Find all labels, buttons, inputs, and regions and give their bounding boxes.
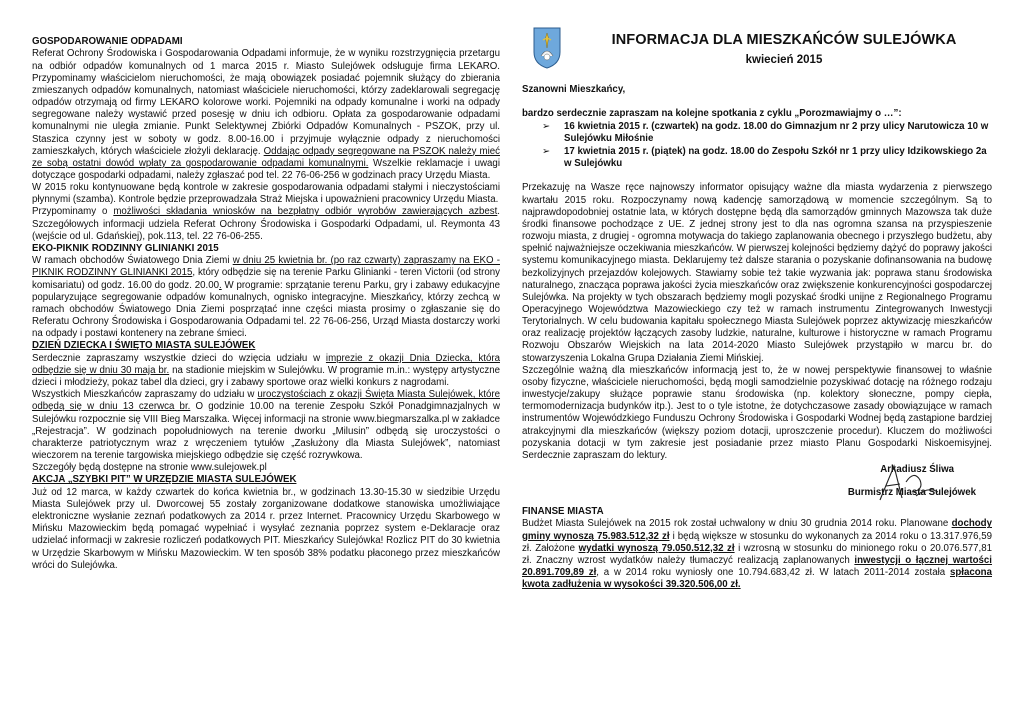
section-title-finance: FINANSE MIASTA: [522, 506, 604, 518]
section-title-szybki-pit: AKCJA „SZYBKI PIT” W URZĘDZIE MIASTA SULEJÓWEK: [32, 474, 297, 486]
signature-role: Burmistrz Miasta Sulejówek: [847, 487, 976, 499]
left-column: [32, 36, 500, 572]
waste-paragraph-1: Referat Ochrony Środowiska i Gospodarowania Odpadami informuje, że w wyniku rozstrzygnięcia przetargu na odbiór odpadów komunalnych od 1 marca 2015 r. Miasto Sulejówek odsługuje firma LEKARO. Przypominamy właścicielom nieruchomości, że mają obowiązek posiadać pojemnik służący do zbierania zmieszanych odpadów komunalnych, natomiast właściciele nieruchomości, którzy zadeklarowali segregację odpadów otrzymają od firmy LEKARO kolorowe worki. Pojemniki na odpady komunalne i worki na odpady segregowane należy wystawić przed posesję w dniu ich odbioru. Opłata za gospodarowanie odpadami komunalnymi nie uległa zmianie. Punkt Selektywnej Zbiórki Odpadów Komunalnych - PSZOK, przy ul. Staszica czynny jest w soboty w godz. 8.00-16.00 i przyjmuje wyłącznie odpady z nieruchomości zamieszkałych, których właściciele złożyli deklarację. Oddając odpady segregowane na PSZOK należy mieć ze sobą ostatni dowód wpłaty za gospodarowanie odpadami komunalnymi. Wszelkie reklamacje i uwagi dotyczące gospodarki odpadami, należy zgłaszać pod tel. 22 76-06-256 w godzinach pracy Urzędu Miasta.: [32, 48, 500, 181]
section-title-waste: GOSPODAROWANIE ODPADAMI: [32, 36, 183, 47]
arrow-bullet-icon: ➢: [542, 120, 551, 132]
waste-paragraph-2: W 2015 roku kontynuowane będą kontrole w zakresie gospodarowania odpadami stałymi i nieczystościami płynnymi (szamba). Kontrole będzie przeprowadzała Straż Miejska i upoważnieni pracownicy Urzędu Miasta.: [32, 182, 500, 206]
waste-paragraph-3: Przypominamy o możliwości składania wniosków na bezpłatny odbiór wyrobów zawierających azbest. Szczegółowych informacji udziela Referat Ochrony Środowiska i Gospodarki Odpadami, ul. Reymonta 43 (wejście od ul. Gdańskiej), pok.113, tel. 22 76-06-255.: [32, 206, 500, 242]
signature-block: [522, 462, 992, 506]
eko-piknik-paragraph: W ramach obchodów Światowego Dnia Ziemi w dniu 25 kwietnia br. (po raz czwarty) zapraszamy na EKO -PIKNIK RODZINNY GLINIANKI 2015, który odbędzie się na terenie Parku Glinianki - teren Victorii (od strony komisariatu) od godz. 16.00 do godz. 20.00. W programie: sprzątanie terenu Parku, gry i zabawy edukacyjne popularyzujące segregowanie odpadów komunalnych, ognisko integracyjne. Mieszkańcy, którzy zechcą w ramach obchodów Światowego Dnia Ziemi posprzątać inne części miasta prosimy o zgłaszanie się do Referatu Ochrony Środowiska i Gospodarowania Odpadami tel. 22 76-06-256, Urząd Miasta dostarczy worki na odpady i postawi kontenery na zebrane śmieci.: [32, 255, 501, 340]
greeting: Szanowni Mieszkańcy,: [522, 84, 626, 95]
signature-name: Arkadiusz Śliwa: [880, 464, 954, 476]
mayor-letter-paragraph-2: Szczególnie ważną dla mieszkańców informacją jest to, że w nowej perspektywie finansowej to właśnie osoby fizyczne, właściciele nieruchomości, będą mogli samodzielnie pozyskiwać dotację na różnego rodzaju inwestycje/zakupy służące poprawie stanu środowiska (np. kolektory słoneczne, pompy ciepła, termomodernizacja budynków itp.). Jest to o tyle istotne, że dotychczasowe zasady obowiązujące w ramach instrumentów Wojewódzkiego Funduszu Ochrony Środowiska i Gospodarki Wodnej będą zastąpione bardziej atrakcyjnymi dla mieszkańców (większy poziom dotacji, uproszczenie procedur). Kluczem do możliwości pozyskania dotacji w tym zakresie jest posiadanie przez miasto Planu Gospodarki Niskoemisyjnej. Serdecznie zapraszam do lektury.: [522, 364, 992, 461]
city-day-paragraph: Wszystkich Mieszkańców zapraszamy do udziału w uroczystościach z okazji Święta Miasta Sulejówek, które odbędą się w dniu 13 czerwca br. O godzinie 10.00 na terenie Zespołu Szkół Ponadgimnazjalnych w Sulejówku rozpocznie się VIII Bieg Marszałka. Więcej informacji na stronie www.biegmarszalka.pl w zakładce „Rejestracja”. W godzinach popołudniowych na terenie dworku „Milusin” odbędą się uroczystości o charakterze patriotycznym wraz z wręczeniem tytułów „Zasłużony dla Miasta Sulejówek”, natomiast wieczorem na terenie targowiska miejskiego odbędzie się część rozrywkowa.: [32, 389, 501, 462]
invitation-line: bardzo serdecznie zapraszam na kolejne spotkania z cyklu „Porozmawiajmy o …”:: [522, 108, 902, 120]
handwritten-signature: [872, 462, 942, 506]
meetings-list: [522, 121, 992, 171]
meeting-item: ➢ 17 kwietnia 2015 r. (piątek) na godz. 18.00 do Zespołu Szkół nr 1 przy ulicy Idzikowskiego 2a w Sulejówku: [542, 145, 987, 170]
meeting-item: ➢ 16 kwietnia 2015 r. (czwartek) na godz. 18.00 do Gimnazjum nr 2 przy ulicy Narutowicza 10 w Sulejówku Miłośnie: [542, 120, 989, 145]
page-title: INFORMACJA DLA MIESZKAŃCÓW SULEJÓWKA: [611, 32, 957, 48]
section-title-children-day: DZIEŃ DZIECKA I ŚWIĘTO MIASTA SULEJÓWEK: [32, 340, 256, 352]
city-day-details-link: Szczegóły będą dostępne na stronie www.sulejowek.pl: [32, 462, 267, 474]
issue-date: kwiecień 2015: [745, 54, 823, 66]
finance-paragraph: Budżet Miasta Sulejówek na 2015 rok został uchwalony w dniu 30 grudnia 2014 roku. Planowane dochody gminy wynoszą 75.983.512,32 zł i będą większe w stosunku do wykonanych za 2014 roku o 13.317.976,59 zł. Założone wydatki wynoszą 79.050.512,32 zł i wzrosną w stosunku do minionego roku o 20.076.577,81 zł. Znaczny wzrost wydatków należy tłumaczyć realizacją zaplanowanych inwestycji o łącznej wartości 20.891.709,89 zł, a w 2014 roku wyniosły one 10.794.683,42 zł. W latach 2011-2014 została spłacona kwota zadłużenia w wysokości 39.320.506,00 zł.: [522, 518, 993, 591]
arrow-bullet-icon: ➢: [542, 145, 551, 157]
szybki-pit-paragraph: Już od 12 marca, w każdy czwartek do końca kwietnia br., w godzinach 13.30-15.30 w siedzibie Urzędu Miasta Sulejówek przy ul. Dworcowej 55 zostały zorganizowane dodatkowe stanowiska umożliwiające elektroniczne wysłanie zeznań podatkowych za 2014 r. przez Internet. Pracownicy Urzędu Skarbowego w Mińsku Mazowieckim będą pomagać wypełniać i wysyłać zeznania poprzez system e-Deklaracje oraz udzielać informacji w zakresie rozliczeń podatkowych PIT. Mieszkańcy Sulejówka! Rozlicz PIT do 30 kwietnia w Urzędzie Skarbowym w Mińsku Mazowieckim. W ten sposób 38% podatku płaconego przez mieszkańców wróci do Sulejówka.: [32, 486, 500, 571]
city-crest-logo: [532, 26, 562, 70]
mayor-letter-paragraph-1: Przekazuję na Wasze ręce najnowszy informator opisujący ważne dla miasta wydarzenia z pierwszego kwartału 2015 roku. Rozpoczynamy nową kadencję samorządową w momencie szczególnym. Są to najprawdopodobniej ostatnie lata, w których dostępne będą dla samorządów gminnych Mazowsza tak duże środki finansowe pochodzące z UE. Z jednej strony jest to dla nas ogromna szansa na przyspieszenie rozwoju miasta, z drugiej - ogromna motywacja do takiego zaplanowania obecnego i przyszłego budżetu, aby spełnić najważniejsze oczekiwania mieszkańców. W pierwszej kolejności będziemy dążyć do poprawy jakości systemu komunikacyjnego miasta. Deklarujemy też dalsze starania o pozyskanie dofinansowania na budowę bezkolizyjnych przejazdów kolejowych. Stawiamy sobie też takie wyzwania jak: poprawa stanu środowiska naturalnego, znacząca poprawa jakości życia mieszkańców oraz zwiększenie konkurencyjności gospodarczej Sulejówka. Na projekty w tych obszarach będziemy mogli pozyskać środki unijne z Regionalnego Programu Operacyjnego Województwa Mazowieckiego czy też w ramach instrumentu Zintegrowanych Inwestycji Terytorialnych. W celu budowania kapitału społecznego Miasta Sulejówek poprzez aktywizację mieszkańców oraz realizację projektów łączących zasoby ludzkie, naturalne, kulturowe i historyczne w ramach Programu Rozwoju Obszarów Wiejskich na lata 2014-2020 Miasto Sulejówek przystąpiło w marcu br. do stowarzyszenia Lokalna Grupa Działania Ziemi Mińskiej.: [522, 182, 992, 364]
right-column: [522, 84, 992, 591]
children-day-paragraph: Serdecznie zapraszamy wszystkie dzieci do wzięcia udziału w imprezie z okazji Dnia Dziecka, która odbędzie się w dniu 30 maja br. na stadionie miejskim w Sulejówku. W programie m.in.: występy artystyczne dzieci i młodzieży, pokaz tabel dla dzieci, gry i zabawy sportowe oraz wielki konkurs z nagrodami.: [32, 352, 500, 389]
section-title-eko-piknik: EKO-PIKNIK RODZINNY GLINIANKI 2015: [32, 242, 219, 254]
